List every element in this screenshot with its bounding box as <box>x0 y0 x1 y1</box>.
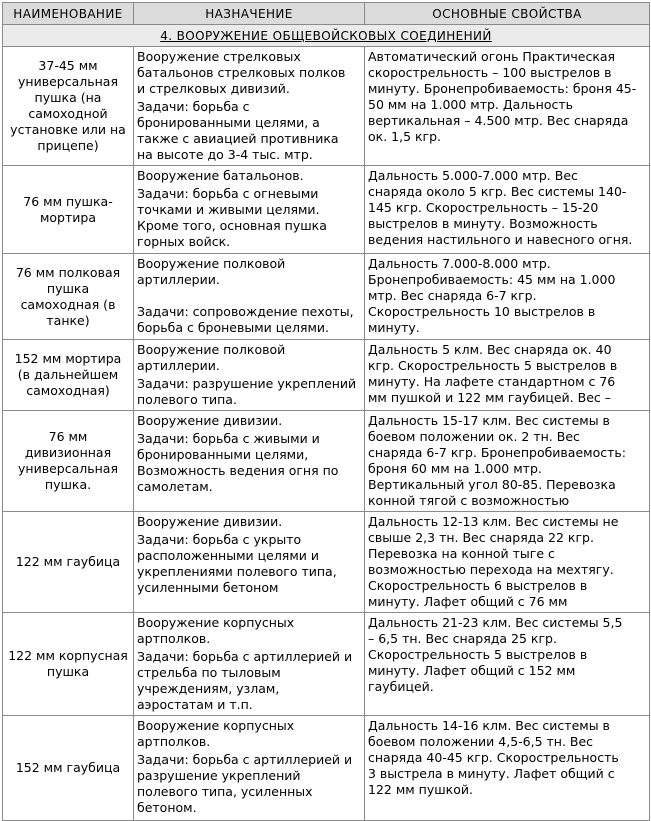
weapon-properties: Дальность 5 клм. Вес снаряда ок. 40 кгр. Скорострельность 5 выстрелов в минуту. На лафете стандартном с 76 мм пушкой и 122 мм гаубицей. Вес – <box>365 340 650 411</box>
table-row <box>3 613 650 716</box>
table-row <box>3 254 650 340</box>
weapon-purpose: Вооружение полковой артиллерии. Задачи: сопровождение пехоты, борьба с броневыми целями. <box>134 254 365 340</box>
table-row <box>3 166 650 254</box>
weapon-properties: Дальность 7.000-8.000 мтр. Бронепробиваемость: 45 мм на 1.000 мтр. Вес снаряда 6-7 кгр. Скорострельность 10 выстрелов в минуту. <box>365 254 650 340</box>
weapon-properties: Дальность 5.000-7.000 мтр. Вес снаряда около 5 кгр. Вес системы 140- 145 кгр. Скорострельность – 15-20 выстрелов в минуту. Возможность ведения настильного и навесного огня. <box>365 166 650 254</box>
table-row <box>3 512 650 613</box>
weapon-name: 37-45 мм универсальная пушка (на самоходной установке или на прицепе) <box>3 47 134 166</box>
table-row <box>3 47 650 166</box>
weapon-purpose: Вооружение батальонов. Задачи: борьба с огневыми точками и живыми целями. Кроме того, основная пушка горных войск. <box>134 166 365 254</box>
section-title: 4. ВООРУЖЕНИЕ ОБЩЕВОЙСКОВЫХ СОЕДИНЕНИЙ <box>3 25 650 47</box>
table-row <box>3 411 650 512</box>
table-row <box>3 340 650 411</box>
weapon-purpose: Вооружение полковой артиллерии. Задачи: разрушение укреплений полевого типа. <box>134 340 365 411</box>
weapon-name: 152 мм мортира (в дальнейшем самоходная) <box>3 340 134 411</box>
weapon-properties: Дальность 12-13 клм. Вес системы не свыше 2,3 тн. Вес снаряда 22 кгр. Перевозка на конной тыге с возможностью перехода на мехтягу. Скорострельность 6 выстрелов в минуту. Лафет общий с 76 мм <box>365 512 650 613</box>
weapon-name: 122 мм гаубица <box>3 512 134 613</box>
weapon-purpose: Вооружение дивизии. Задачи: борьба с укрыто расположенными целями и укреплениями полевого типа, усиленными бетоном <box>134 512 365 613</box>
weapon-purpose: Вооружение стрелковых батальонов стрелковых полков и стрелковых дивизий. Задачи: борьба с бронированными целями, а также с авиацией противника на высоте до 3-4 тыс. мтр. <box>134 47 365 166</box>
table-row <box>3 716 650 821</box>
weapon-properties: Дальность 21-23 клм. Вес системы 5,5 – 6,5 тн. Вес снаряда 25 кгр. Скорострельность 5 выстрелов в минуту. Лафет общий с 152 мм гаубицей. <box>365 613 650 716</box>
weapon-properties: Дальность 15-17 клм. Вес системы в боевом положении ок. 2 тн. Вес снаряда 6-7 кгр. Бронепробиваемость: броня 60 мм на 1.000 мтр. Вертикальный угол 80-85. Перевозка конной тягой с возможностью <box>365 411 650 512</box>
header-row <box>3 3 650 25</box>
weapons-table <box>2 2 650 821</box>
header-purpose: НАЗНАЧЕНИЕ <box>134 3 365 25</box>
weapon-purpose: Вооружение корпусных артполков. Задачи: борьба с артиллерией и стрельба по тыловым учреждениям, узлам, аэростатам и т.п. <box>134 613 365 716</box>
weapon-properties: Дальность 14-16 клм. Вес системы в боевом положении 4,5-6,5 тн. Вес снаряда 40-45 кгр. Скорострельность 3 выстрела в минуту. Лафет общий с 122 мм пушкой. <box>365 716 650 821</box>
weapon-name: 122 мм корпусная пушка <box>3 613 134 716</box>
weapon-name: 76 мм полковая пушка самоходная (в танке) <box>3 254 134 340</box>
weapon-properties: Автоматический огонь Практическая скорострельность – 100 выстрелов в минуту. Бронепробиваемость: броня 45- 50 мм на 1.000 мтр. Дальность вертикальная – 4.500 мтр. Вес снаряда ок. 1,5 кгр. <box>365 47 650 166</box>
weapon-name: 152 мм гаубица <box>3 716 134 821</box>
weapon-purpose: Вооружение корпусных артполков. Задачи: борьба с артиллерией и разрушение укреплений полевого типа, усиленных бетоном. <box>134 716 365 821</box>
weapon-purpose: Вооружение дивизии. Задачи: борьба с живыми и бронированными целями, Возможность ведения огня по самолетам. <box>134 411 365 512</box>
header-properties: ОСНОВНЫЕ СВОЙСТВА <box>365 3 650 25</box>
weapon-name: 76 мм пушка- мортира <box>3 166 134 254</box>
section-row <box>3 25 650 47</box>
header-name: НАИМЕНОВАНИЕ <box>3 3 134 25</box>
weapon-name: 76 мм дивизионная универсальная пушка. <box>3 411 134 512</box>
